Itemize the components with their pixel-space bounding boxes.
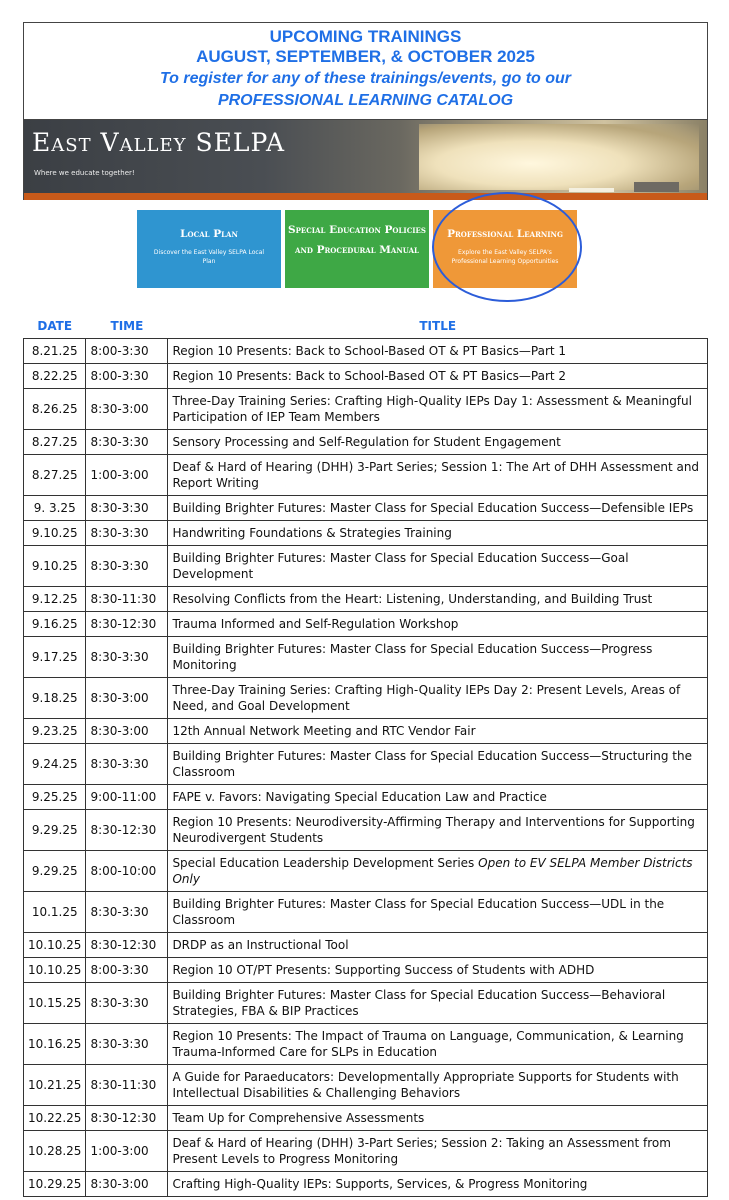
date-cell: 10.10.25	[24, 957, 86, 982]
title-text: Special Education Leadership Development Series	[172, 855, 479, 870]
title-cell	[168, 611, 708, 636]
title-cell	[168, 454, 708, 495]
time-cell: 8:30-3:00	[86, 718, 168, 743]
title-text: Building Brighter Futures: Master Class for Special Education Success—Structuring the Classroom	[172, 748, 692, 779]
time-cell: 8:30-3:30	[86, 891, 168, 932]
table-row	[24, 520, 708, 545]
eraser-image	[634, 182, 679, 192]
table-row	[24, 982, 708, 1023]
table-row	[24, 586, 708, 611]
title-text: FAPE v. Favors: Navigating Special Education Law and Practice	[172, 789, 547, 804]
table-row	[24, 429, 708, 454]
date-cell: 9.16.25	[24, 611, 86, 636]
table-row	[24, 809, 708, 850]
title-text: Deaf & Hard of Hearing (DHH) 3-Part Series; Session 2: Taking an Assessment from Present Levels to Progress Monitoring	[172, 1135, 671, 1166]
table-row	[24, 363, 708, 388]
title-cell	[168, 932, 708, 957]
time-cell: 8:30-3:00	[86, 677, 168, 718]
tile-title: Special Education Policies and Procedural Manual	[288, 224, 426, 256]
title-cell	[168, 982, 708, 1023]
time-cell: 8:30-12:30	[86, 932, 168, 957]
time-cell: 8:30-11:30	[86, 586, 168, 611]
time-cell: 8:30-3:30	[86, 429, 168, 454]
table-row	[24, 388, 708, 429]
time-cell: 8:30-3:00	[86, 388, 168, 429]
title-text: DRDP as an Instructional Tool	[172, 937, 349, 952]
title-cell	[168, 784, 708, 809]
title-text: Deaf & Hard of Hearing (DHH) 3-Part Series; Session 1: The Art of DHH Assessment and Report Writing	[172, 459, 700, 490]
table-row	[24, 338, 708, 363]
title-cell	[168, 850, 708, 891]
table-row	[24, 1023, 708, 1064]
title-cell	[168, 1171, 708, 1196]
title-text: Sensory Processing and Self-Regulation for Student Engagement	[172, 434, 561, 449]
title-cell	[168, 495, 708, 520]
title-text: Handwriting Foundations & Strategies Training	[172, 525, 452, 540]
training-schedule-table	[23, 314, 708, 1197]
date-cell: 8.26.25	[24, 388, 86, 429]
date-cell: 9.18.25	[24, 677, 86, 718]
date-cell: 9.17.25	[24, 636, 86, 677]
title-cell	[168, 1130, 708, 1171]
date-cell: 8.21.25	[24, 338, 86, 363]
time-cell: 9:00-11:00	[86, 784, 168, 809]
title-note: Open to EV SELPA Member Districts Only	[172, 855, 693, 886]
title-cell	[168, 520, 708, 545]
tile-policies-manual[interactable]	[285, 210, 429, 288]
table-row	[24, 1130, 708, 1171]
highlight-oval	[432, 192, 582, 302]
table-row	[24, 1171, 708, 1196]
time-cell: 8:00-10:00	[86, 850, 168, 891]
title-cell	[168, 338, 708, 363]
date-cell: 10.29.25	[24, 1171, 86, 1196]
date-cell: 9.23.25	[24, 718, 86, 743]
time-column-header: TIME	[86, 314, 168, 338]
table-row	[24, 1064, 708, 1105]
table-row	[24, 957, 708, 982]
table-row	[24, 545, 708, 586]
title-text: Trauma Informed and Self-Regulation Workshop	[172, 616, 459, 631]
title-text: Region 10 OT/PT Presents: Supporting Success of Students with ADHD	[172, 962, 595, 977]
title-cell	[168, 718, 708, 743]
date-cell: 10.28.25	[24, 1130, 86, 1171]
table-row	[24, 611, 708, 636]
time-cell: 8:30-12:30	[86, 1105, 168, 1130]
date-cell: 10.16.25	[24, 1023, 86, 1064]
table-row	[24, 932, 708, 957]
table-row	[24, 677, 708, 718]
date-cell: 8.22.25	[24, 363, 86, 388]
title-text: Region 10 Presents: The Impact of Trauma on Language, Communication, & Learning Trauma-Informed Care for SLPs in Education	[172, 1028, 684, 1059]
tile-title: Local Plan	[180, 228, 238, 240]
table-row	[24, 454, 708, 495]
title-cell	[168, 743, 708, 784]
title-text: Building Brighter Futures: Master Class for Special Education Success—Progress Monitoring	[172, 641, 653, 672]
date-column-header: DATE	[24, 314, 86, 338]
time-cell: 8:30-3:30	[86, 982, 168, 1023]
title-cell	[168, 1023, 708, 1064]
date-cell: 10.10.25	[24, 932, 86, 957]
title-text: Team Up for Comprehensive Assessments	[172, 1110, 425, 1125]
time-cell: 8:30-3:30	[86, 520, 168, 545]
book-image	[419, 124, 699, 190]
time-cell: 8:30-3:30	[86, 1023, 168, 1064]
chalk-image	[569, 188, 614, 192]
table-row	[24, 1105, 708, 1130]
title-cell	[168, 1105, 708, 1130]
title-text: Region 10 Presents: Back to School-Based OT & PT Basics—Part 2	[172, 368, 567, 383]
time-cell: 8:30-3:00	[86, 1171, 168, 1196]
title-text: 12th Annual Network Meeting and RTC Vendor Fair	[172, 723, 476, 738]
title-cell	[168, 636, 708, 677]
title-cell	[168, 586, 708, 611]
time-cell: 8:30-3:30	[86, 495, 168, 520]
tile-subtitle: Explore the East Valley SELPA's Professional Learning Opportunities	[451, 249, 559, 265]
title-column-header: TITLE	[168, 314, 708, 338]
time-cell: 8:30-3:30	[86, 743, 168, 784]
header-line-1: UPCOMING TRAININGS	[269, 27, 462, 46]
date-cell: 8.27.25	[24, 454, 86, 495]
title-text: Three-Day Training Series: Crafting High-Quality IEPs Day 1: Assessment & Meaningful Participation of IEP Team Members	[172, 393, 692, 424]
tile-title: Professional Learning	[447, 228, 563, 240]
time-cell: 8:30-12:30	[86, 611, 168, 636]
title-cell	[168, 388, 708, 429]
table-header-row	[24, 314, 708, 338]
date-cell: 8.27.25	[24, 429, 86, 454]
table-row	[24, 891, 708, 932]
title-text: Region 10 Presents: Back to School-Based OT & PT Basics—Part 1	[172, 343, 567, 358]
time-cell: 8:30-3:30	[86, 545, 168, 586]
date-cell: 9.25.25	[24, 784, 86, 809]
header-box	[23, 22, 708, 120]
title-cell	[168, 891, 708, 932]
date-cell: 9.24.25	[24, 743, 86, 784]
chalk-ledge	[24, 193, 707, 200]
header-line-2: AUGUST, SEPTEMBER, & OCTOBER 2025	[196, 47, 535, 66]
date-cell: 9.29.25	[24, 850, 86, 891]
time-cell: 8:00-3:30	[86, 363, 168, 388]
selpa-logo: East Valley SELPA	[32, 128, 286, 157]
title-cell	[168, 545, 708, 586]
time-cell: 1:00-3:00	[86, 454, 168, 495]
date-cell: 9.29.25	[24, 809, 86, 850]
time-cell: 8:30-12:30	[86, 809, 168, 850]
date-cell: 10.22.25	[24, 1105, 86, 1130]
title-cell	[168, 429, 708, 454]
table-row	[24, 636, 708, 677]
table-row	[24, 743, 708, 784]
date-cell: 10.1.25	[24, 891, 86, 932]
title-text: Building Brighter Futures: Master Class for Special Education Success—UDL in the Classroom	[172, 896, 665, 927]
header-line-3: To register for any of these trainings/events, go to our	[159, 70, 572, 87]
date-cell: 9.12.25	[24, 586, 86, 611]
title-text: Crafting High-Quality IEPs: Supports, Services, & Progress Monitoring	[172, 1176, 588, 1191]
table-row	[24, 850, 708, 891]
title-text: Three-Day Training Series: Crafting High-Quality IEPs Day 2: Present Levels, Areas of Need, and Goal Development	[172, 682, 681, 713]
time-cell: 8:00-3:30	[86, 957, 168, 982]
title-text: Building Brighter Futures: Master Class for Special Education Success—Goal Development	[172, 550, 629, 581]
time-cell: 8:30-3:30	[86, 636, 168, 677]
title-text: Building Brighter Futures: Master Class for Special Education Success—Behavioral Strategies, FBA & BIP Practices	[172, 987, 666, 1018]
table-row	[24, 495, 708, 520]
title-cell	[168, 809, 708, 850]
title-cell	[168, 677, 708, 718]
date-cell: 9. 3.25	[24, 495, 86, 520]
date-cell: 9.10.25	[24, 520, 86, 545]
title-cell	[168, 957, 708, 982]
title-text: Resolving Conflicts from the Heart: Listening, Understanding, and Building Trust	[172, 591, 653, 606]
date-cell: 10.15.25	[24, 982, 86, 1023]
catalog-link[interactable]: PROFESSIONAL LEARNING CATALOG	[217, 92, 514, 109]
table-row	[24, 784, 708, 809]
title-cell	[168, 363, 708, 388]
time-cell: 8:00-3:30	[86, 338, 168, 363]
date-cell: 10.21.25	[24, 1064, 86, 1105]
time-cell: 1:00-3:00	[86, 1130, 168, 1171]
time-cell: 8:30-11:30	[86, 1064, 168, 1105]
selpa-tagline: Where we educate together!	[34, 169, 135, 177]
selpa-banner	[23, 120, 708, 200]
title-text: Building Brighter Futures: Master Class for Special Education Success—Defensible IEPs	[172, 500, 694, 515]
table-row	[24, 718, 708, 743]
tile-subtitle: Discover the East Valley SELPA Local Plan	[153, 249, 265, 265]
tile-local-plan[interactable]	[137, 210, 281, 288]
title-text: A Guide for Paraeducators: Developmentally Appropriate Supports for Students with Intellectual Disabilities & Challenging Behaviors	[172, 1069, 679, 1100]
date-cell: 9.10.25	[24, 545, 86, 586]
title-text: Region 10 Presents: Neurodiversity-Affirming Therapy and Interventions for Supporting Neurodivergent Students	[172, 814, 695, 845]
title-cell	[168, 1064, 708, 1105]
